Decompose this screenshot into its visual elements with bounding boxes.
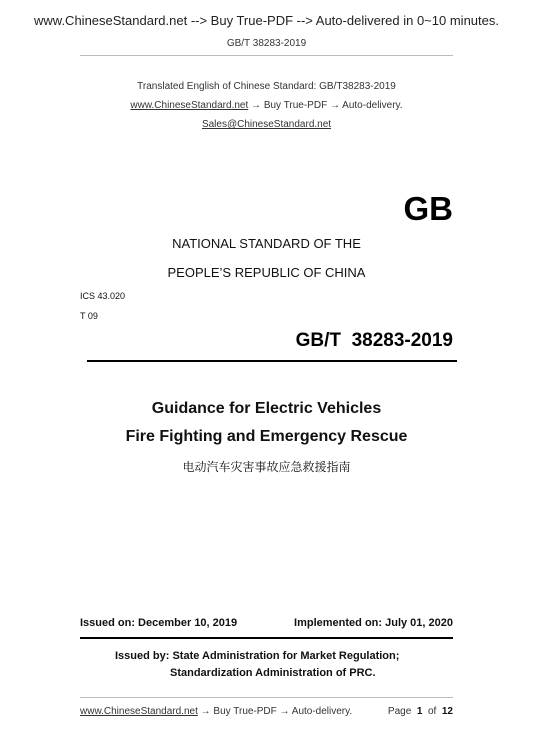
implemented-date: Implemented on: July 01, 2020 bbox=[294, 617, 453, 629]
translation-notice: Translated English of Chinese Standard: GB/T38283-2019 bbox=[137, 81, 396, 92]
classification-code: T 09 bbox=[80, 311, 98, 321]
issued-by-line1: Issued by: State Administration for Market Regulation; bbox=[115, 650, 400, 662]
page-of: of bbox=[427, 706, 437, 717]
issued-date: Issued on: December 10, 2019 bbox=[80, 617, 238, 629]
dates-divider bbox=[80, 637, 453, 639]
email-link[interactable]: Sales@ChineseStandard.net bbox=[201, 119, 332, 130]
page-indicator bbox=[388, 706, 453, 717]
page-total: 12 bbox=[441, 706, 453, 717]
translation-links bbox=[0, 100, 533, 111]
footer-divider bbox=[80, 697, 453, 698]
title-en-line2: Fire Fighting and Emergency Rescue bbox=[125, 428, 408, 445]
footer-website-link[interactable]: www.ChineseStandard.net bbox=[80, 706, 198, 717]
title-divider bbox=[87, 360, 457, 362]
ics-code: ICS 43.020 bbox=[80, 291, 126, 301]
national-standard-line2: PEOPLE’S REPUBLIC OF CHINA bbox=[167, 265, 366, 280]
issued-by-line2: Standardization Administration of PRC. bbox=[170, 667, 376, 679]
header-divider bbox=[80, 55, 453, 56]
page-current: 1 bbox=[416, 706, 423, 717]
footer-links bbox=[80, 706, 352, 717]
header-standard-code: GB/T 38283-2019 bbox=[226, 38, 307, 49]
buy-note: → Buy True-PDF → Auto-delivery. bbox=[248, 100, 403, 111]
footer-buy-note: → Buy True-PDF → Auto-delivery. bbox=[197, 706, 353, 717]
title-chinese: 电动汽车灾害事故应急救援指南 bbox=[182, 460, 351, 474]
email-line bbox=[0, 119, 533, 130]
title-en-line1: Guidance for Electric Vehicles bbox=[151, 400, 382, 417]
gb-logo: GB bbox=[403, 190, 453, 227]
standard-number: GB/T 38283-2019 bbox=[295, 330, 453, 351]
top-banner: www.ChineseStandard.net --> Buy True-PDF --> Auto-delivered in 0~10 minutes. bbox=[34, 13, 499, 28]
page-label: Page bbox=[387, 706, 412, 717]
website-link[interactable]: www.ChineseStandard.net bbox=[130, 100, 249, 111]
national-standard-line1: NATIONAL STANDARD OF THE bbox=[172, 236, 361, 251]
